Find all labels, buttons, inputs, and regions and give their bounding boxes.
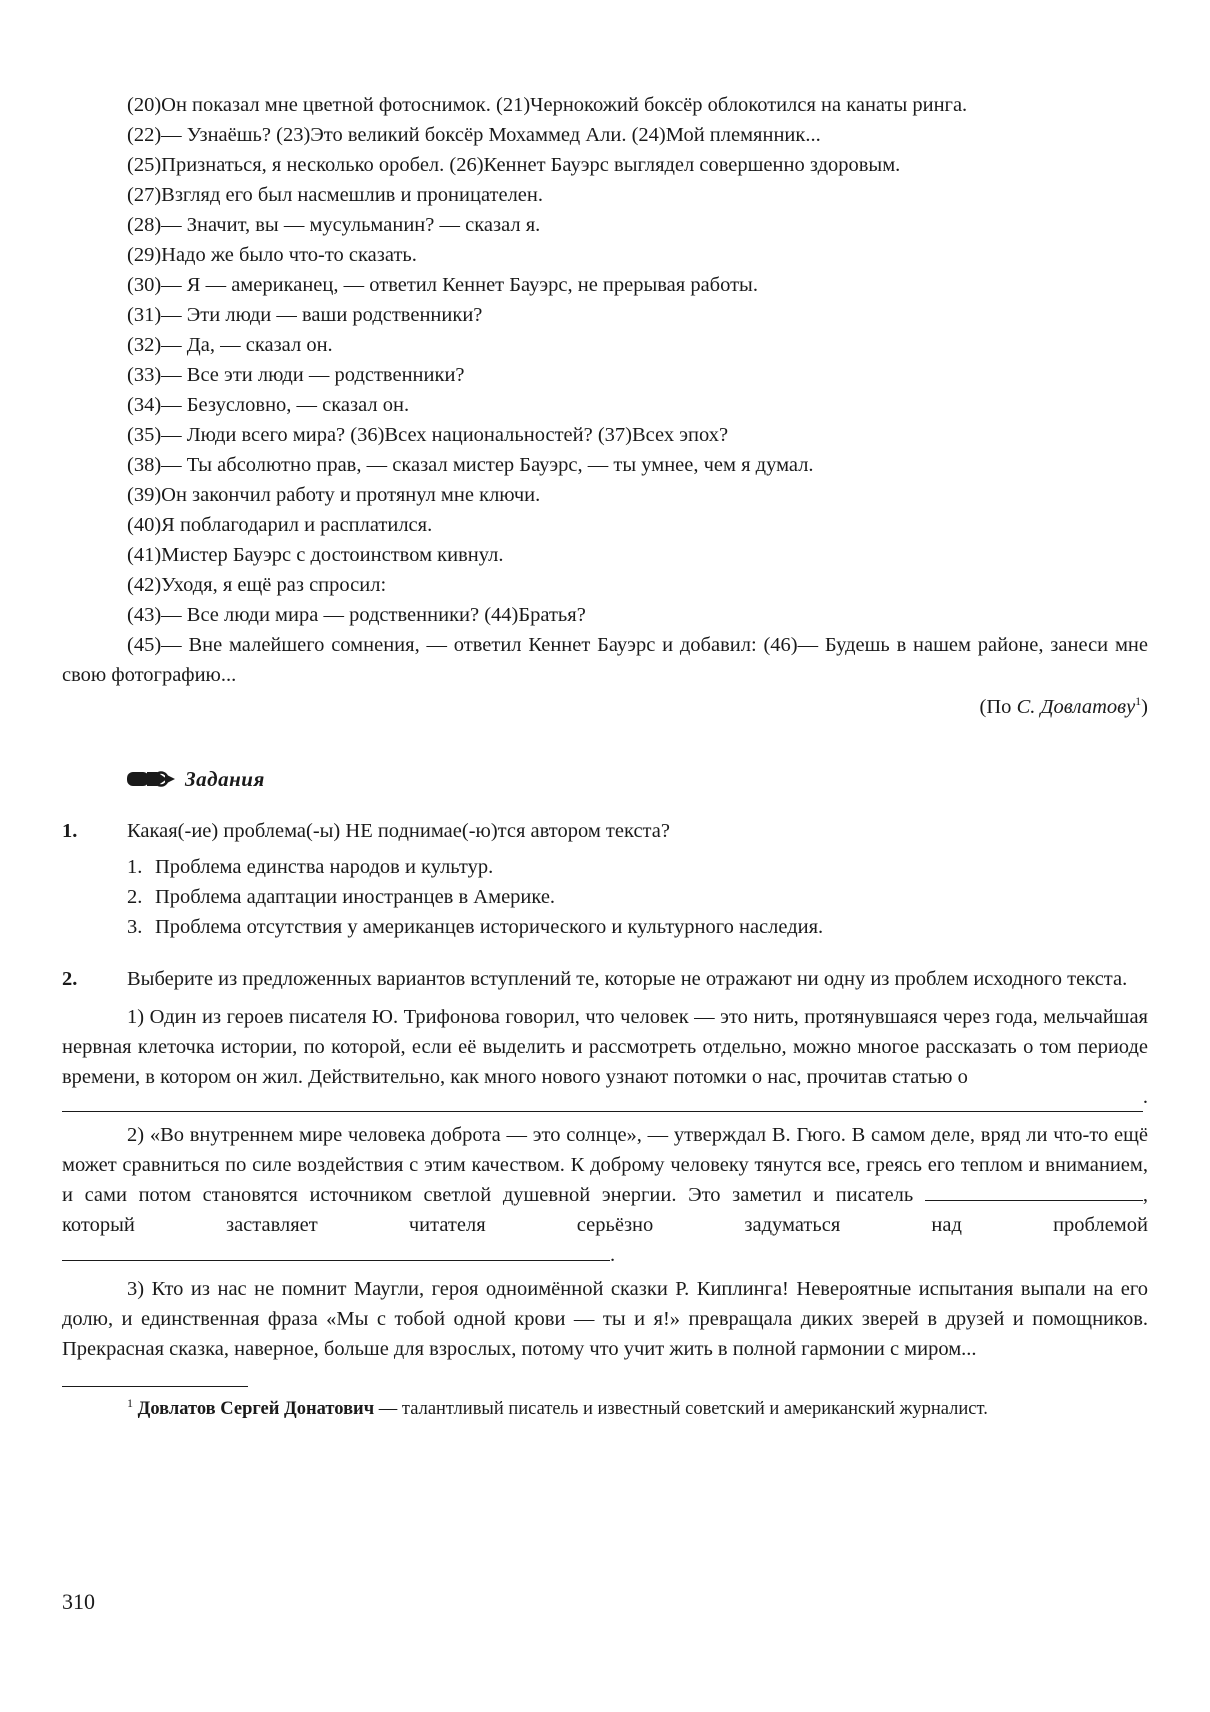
story-line: (40)Я поблагодарил и расплатился. [127, 514, 433, 536]
story-line: (33)— Все эти люди — родственники? [127, 364, 465, 386]
footnote [62, 1395, 1148, 1423]
story-line: (22)— Узнаёшь? (23)Это великий боксёр Мохаммед Али. (24)Мой племянник... [127, 124, 821, 146]
story-text [62, 90, 1148, 690]
footnote-marker: 1 [1135, 694, 1142, 709]
variant-1: 1) Один из героев писателя Ю. Трифонова говорил, что человек — это нить, протянувшаяся через года, мельчайшая нервная клеточка истории, по которой, если её выделить и рассмотреть отдельно, можно многое рассказать о том периоде времени, в котором он жил. Действительно, как много нового узнают потомки о нас, прочитав статью о [62, 1006, 1148, 1088]
story-line: (20)Он показал мне цветной фотоснимок. (21)Чернокожий боксёр облокотился на канаты ринга. [127, 94, 968, 116]
story-line: (25)Признаться, я несколько оробел. (26)Кеннет Бауэрс выглядел совершенно здоровым. [127, 154, 901, 176]
blank-problem [62, 1242, 610, 1261]
pointing-hand-icon [127, 768, 179, 790]
story-line: (28)— Значит, вы — мусульманин? — сказал я. [127, 214, 541, 236]
page [62, 90, 1148, 1442]
story-line: (27)Взгляд его был насмешлив и проницателен. [127, 184, 543, 206]
task-number: 1. [62, 820, 78, 842]
option-item [62, 912, 1148, 942]
task-question: Какая(-ие) проблема(-ы) НЕ поднимае(-ю)тся автором текста? [127, 820, 670, 842]
story-line: (31)— Эти люди — ваши родственники? [127, 304, 483, 326]
story-line: (38)— Ты абсолютно прав, — сказал мистер Бауэрс, — ты умнее, чем я думал. [127, 454, 814, 476]
story-line: (29)Надо же было что-то сказать. [127, 244, 417, 266]
story-line: (32)— Да, — сказал он. [127, 334, 333, 356]
option-number: 1. [127, 856, 143, 878]
section-header [127, 764, 1148, 794]
story-line: (42)Уходя, я ещё раз спросил: [127, 574, 387, 596]
variant-2 [62, 1120, 1148, 1270]
variant-2-text-b: , который заставляет читателя серьёзно задуматься над проблемой [62, 1184, 1148, 1236]
blank-line [62, 1086, 1148, 1112]
section-title: Задания [185, 767, 265, 791]
attribution-author: С. Довлатову [1016, 696, 1136, 718]
variant-2-text-a: 2) «Во внутреннем мире человека доброта — это солнце», — утверждал В. Гюго. В самом деле, вряд ли что-то ещё может сравниться по силе воздействия с этим качеством. К доброму человеку тянутся все, греясь его теплом и вниманием, и сами потом становятся источником светлой душевной энергии. Это заметил и писатель [62, 1124, 1148, 1206]
footnote-divider [62, 1386, 248, 1387]
task-1-options [62, 852, 1148, 942]
story-line: (30)— Я — американец, — ответил Кеннет Бауэрс, не прерывая работы. [127, 274, 758, 296]
task-1 [62, 816, 1148, 846]
footnote-marker: 1 [127, 1395, 133, 1410]
story-line: (41)Мистер Бауэрс с достоинством кивнул. [127, 544, 504, 566]
blank-end: . [1142, 1086, 1148, 1108]
option-number: 2. [127, 886, 143, 908]
attribution-suffix: ) [1141, 696, 1148, 718]
task-2 [62, 964, 1148, 994]
footnote-name: Довлатов Сергей Донатович [137, 1399, 375, 1419]
option-text: Проблема адаптации иностранцев в Америке. [155, 886, 556, 908]
story-line: (43)— Все люди мира — родственники? (44)Братья? [127, 604, 586, 626]
variant-3: 3) Кто из нас не помнит Маугли, героя одноимённой сказки Р. Киплинга! Невероятные испытания выпали на его долю, и единственная фраза «Мы с тобой одной крови — ты и я!» превращала диких зверей в друзей и помощников. Прекрасная сказка, наверное, больше для взрослых, потому что учит жить в полной гармонии с миром... [62, 1278, 1148, 1360]
footnote-text: — талантливый писатель и известный советский и американский журналист. [374, 1399, 988, 1419]
page-number: 310 [62, 1589, 95, 1614]
option-item [62, 882, 1148, 912]
task-question: Выберите из предложенных вариантов вступлений те, которые не отражают ни одну из проблем исходного текста. [127, 968, 1128, 990]
story-line: (34)— Безусловно, — сказал он. [127, 394, 410, 416]
attribution-prefix: (По [979, 696, 1017, 718]
blank-end: . [610, 1244, 616, 1266]
option-number: 3. [127, 916, 143, 938]
option-text: Проблема единства народов и культур. [155, 856, 494, 878]
story-line: (45)— Вне малейшего сомнения, — ответил Кеннет Бауэрс и добавил: (46)— Будешь в нашем районе, занеси мне свою фотографию... [62, 634, 1148, 686]
blank-writer [925, 1182, 1143, 1201]
attribution [62, 692, 1148, 722]
option-item [62, 852, 1148, 882]
task-number: 2. [62, 968, 78, 990]
option-text: Проблема отсутствия у американцев исторического и культурного наследия. [155, 916, 824, 938]
story-line: (35)— Люди всего мира? (36)Всех национальностей? (37)Всех эпох? [127, 424, 729, 446]
story-line: (39)Он закончил работу и протянул мне ключи. [127, 484, 541, 506]
